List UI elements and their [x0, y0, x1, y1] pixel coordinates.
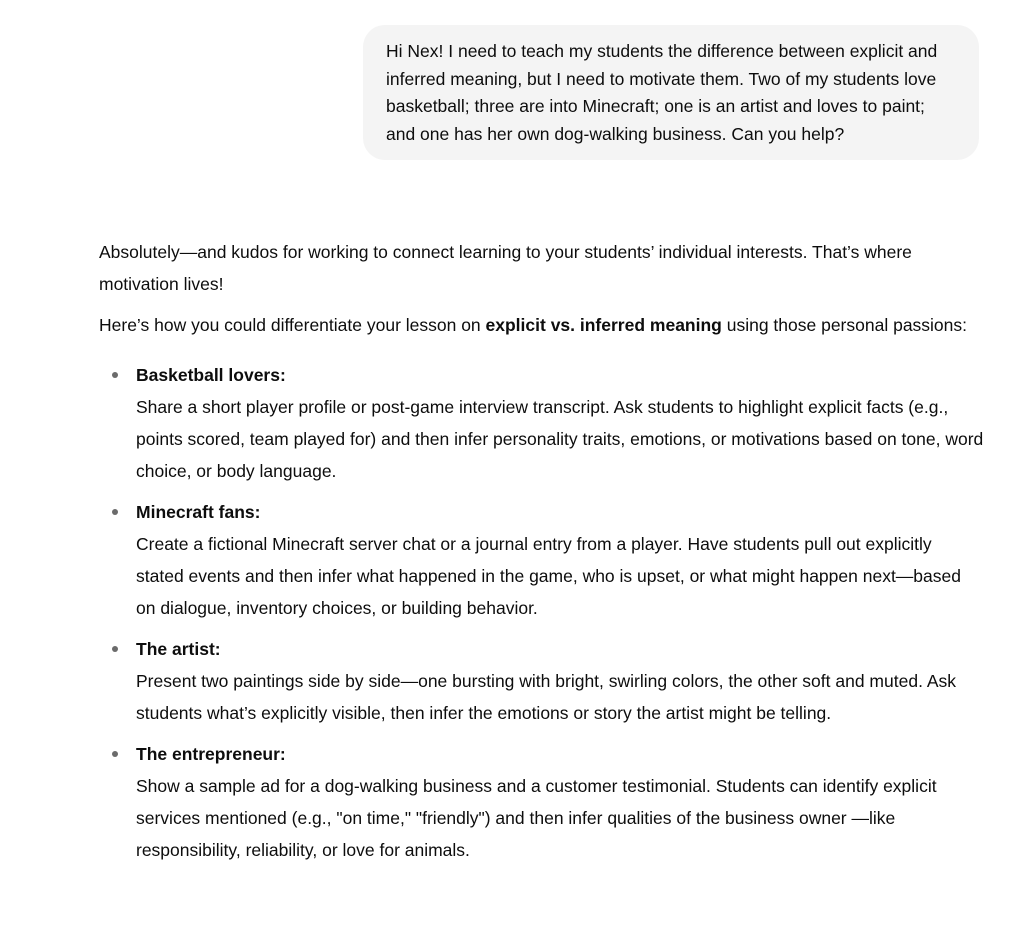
idea-list	[99, 359, 984, 866]
list-item	[99, 738, 984, 866]
list-item-body: Create a fictional Minecraft server chat or a journal entry from a player. Have students pull out explicitly stated events and then infer what happened in the game, who is upset, or what might happen next—based on dialogue, inventory choices, or building behavior.	[136, 534, 961, 618]
user-message-bubble	[363, 25, 979, 160]
assistant-message	[99, 236, 984, 875]
list-item-body: Share a short player profile or post-game interview transcript. Ask students to highlight explicit facts (e.g., points scored, team played for) and then infer personality traits, emotions, or motivations based on tone, word choice, or body language.	[136, 397, 984, 481]
assistant-intro: Absolutely—and kudos for working to connect learning to your students’ individual interests. That’s where motivation lives!	[99, 242, 912, 294]
list-item-title: The artist:	[136, 639, 221, 659]
assistant-lead	[99, 309, 984, 341]
list-item	[99, 633, 984, 729]
bullet-icon	[112, 372, 118, 378]
list-item	[99, 359, 984, 487]
assistant-lead-after: using those personal passions:	[721, 315, 968, 335]
assistant-lead-before: Here’s how you could differentiate your lesson on	[99, 315, 486, 335]
bullet-icon	[112, 751, 118, 757]
bullet-icon	[112, 509, 118, 515]
list-item	[99, 496, 984, 624]
list-item-title: Minecraft fans:	[136, 502, 261, 522]
list-item-title: The entrepreneur:	[136, 744, 286, 764]
list-item-title: Basketball lovers:	[136, 365, 286, 385]
bullet-icon	[112, 646, 118, 652]
assistant-lead-emphasis: explicit vs. inferred meaning	[485, 315, 722, 335]
list-item-body: Present two paintings side by side—one bursting with bright, swirling colors, the other soft and muted. Ask students what’s explicitly visible, then infer the emotions or story the artist might be telling.	[136, 671, 957, 723]
list-item-body: Show a sample ad for a dog-walking business and a customer testimonial. Students can identify explicit services mentioned (e.g., "on time," "friendly") and then infer qualities of the business owner —like responsibility, reliability, or love for animals.	[136, 776, 937, 860]
user-message-text: Hi Nex! I need to teach my students the difference between explicit and inferred meaning, but I need to motivate them. Two of my students love basketball; three are into Minecraft; one is an artist and loves to paint; and one has her own dog-walking business. Can you help?	[386, 41, 938, 144]
